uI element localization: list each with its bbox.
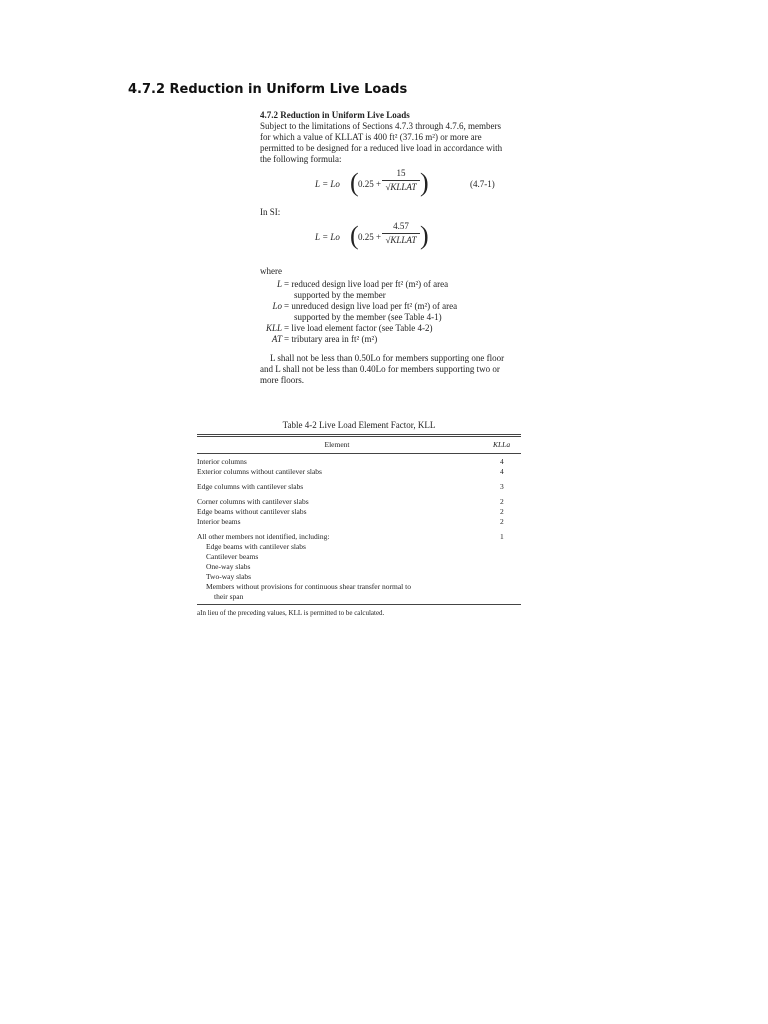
equation-lhs: L = Lo [315, 179, 340, 189]
row-element: One-way slabs [206, 562, 251, 571]
row-value: 4 [500, 467, 504, 476]
equation-fraction [382, 221, 420, 246]
definition-symbol: Lo [272, 301, 282, 311]
equation-number: (4.7-1) [470, 179, 495, 189]
table-row [197, 457, 521, 467]
fraction-denominator: √KLLAT [385, 182, 417, 192]
section-title: 4.7.2 Reduction in Uniform Live Loads [260, 110, 410, 120]
fraction-numerator: 4.57 [382, 221, 420, 234]
row-value: 3 [500, 482, 504, 491]
definition-continued: supported by the member (see Table 4-1) [294, 312, 442, 322]
definition-item [260, 323, 510, 334]
definition-item [260, 301, 510, 323]
column-header-element: Element [324, 440, 350, 449]
table-bottom-rule [197, 604, 521, 605]
row-element: Corner columns with cantilever slabs [197, 497, 309, 506]
equation-lhs: L = Lo [315, 232, 340, 242]
row-element: Exterior columns without cantilever slabs [197, 467, 322, 476]
table-header [197, 437, 521, 453]
right-paren: ) [420, 168, 429, 197]
definition-item [260, 334, 510, 345]
table-row [197, 532, 521, 542]
table-footnote: aIn lieu of the preceding values, KLL is permitted to be calculated. [197, 609, 385, 617]
definition-symbol: AT [271, 334, 282, 344]
equation-1 [260, 165, 510, 205]
table-row [197, 562, 521, 572]
column-header-factor: KLLa [493, 440, 511, 449]
definition-text: = live load element factor (see Table 4-2) [284, 323, 433, 333]
section-body [260, 110, 510, 386]
equation-constant: 0.25 + [358, 179, 382, 189]
left-paren: ( [350, 221, 359, 250]
table-row [197, 482, 521, 492]
row-value: 2 [500, 517, 504, 526]
row-value: 2 [500, 497, 504, 506]
definition-item [260, 279, 510, 301]
left-paren: ( [350, 168, 359, 197]
table-body [197, 454, 521, 604]
live-load-table [197, 420, 521, 618]
definition-symbol: L [276, 279, 282, 289]
row-value: 4 [500, 457, 504, 466]
row-element: Cantilever beams [206, 552, 259, 561]
table-row [197, 497, 521, 507]
row-element: Two-way slabs [206, 572, 252, 581]
equation-constant: 0.25 + [358, 232, 382, 242]
table-title: Table 4-2 Live Load Element Factor, KLL [282, 420, 436, 430]
definition-symbol: KLL [265, 323, 282, 333]
page-heading: 4.7.2 Reduction in Uniform Live Loads [128, 82, 408, 97]
table-row [197, 582, 521, 592]
right-paren: ) [420, 221, 429, 250]
definition-text: = reduced design live load per ft² (m²) of area [284, 279, 449, 289]
table-row [197, 542, 521, 552]
row-element: their span [214, 592, 244, 601]
table-row [197, 517, 521, 527]
section-intro: Subject to the limitations of Sections 4.7.3 through 4.7.6, members for which a value of KLLAT is 400 ft² (37.16 m²) or more are permitted to be designed for a reduced live load in accordance with the following formula: [260, 121, 503, 164]
table-row [197, 467, 521, 477]
equation-fraction [382, 168, 420, 193]
definitions-list [260, 279, 510, 345]
si-label: In SI: [260, 207, 281, 217]
row-element: Members without provisions for continuous shear transfer normal to [206, 582, 411, 591]
fraction-numerator: 15 [382, 168, 420, 181]
limit-paragraph: L shall not be less than 0.50Lo for members supporting one floor and L shall not be less than 0.40Lo for members supporting two or more floors. [260, 353, 505, 385]
table-row [197, 592, 521, 602]
where-label: where [260, 266, 282, 276]
row-value: 1 [500, 532, 504, 541]
definition-text: = tributary area in ft² (m²) [284, 334, 378, 344]
table-row [197, 507, 521, 517]
row-element: Edge beams with cantilever slabs [206, 542, 306, 551]
row-element: Interior beams [197, 517, 241, 526]
fraction-denominator: √KLLAT [385, 235, 417, 245]
row-element: Interior columns [197, 457, 247, 466]
table-row [197, 572, 521, 582]
table-row [197, 552, 521, 562]
row-element: Edge beams without cantilever slabs [197, 507, 307, 516]
definition-text: = unreduced design live load per ft² (m²) of area [284, 301, 458, 311]
equation-2 [260, 218, 510, 258]
row-element: All other members not identified, including: [197, 532, 330, 541]
definition-continued: supported by the member [294, 290, 386, 300]
row-value: 2 [500, 507, 504, 516]
row-element: Edge columns with cantilever slabs [197, 482, 304, 491]
